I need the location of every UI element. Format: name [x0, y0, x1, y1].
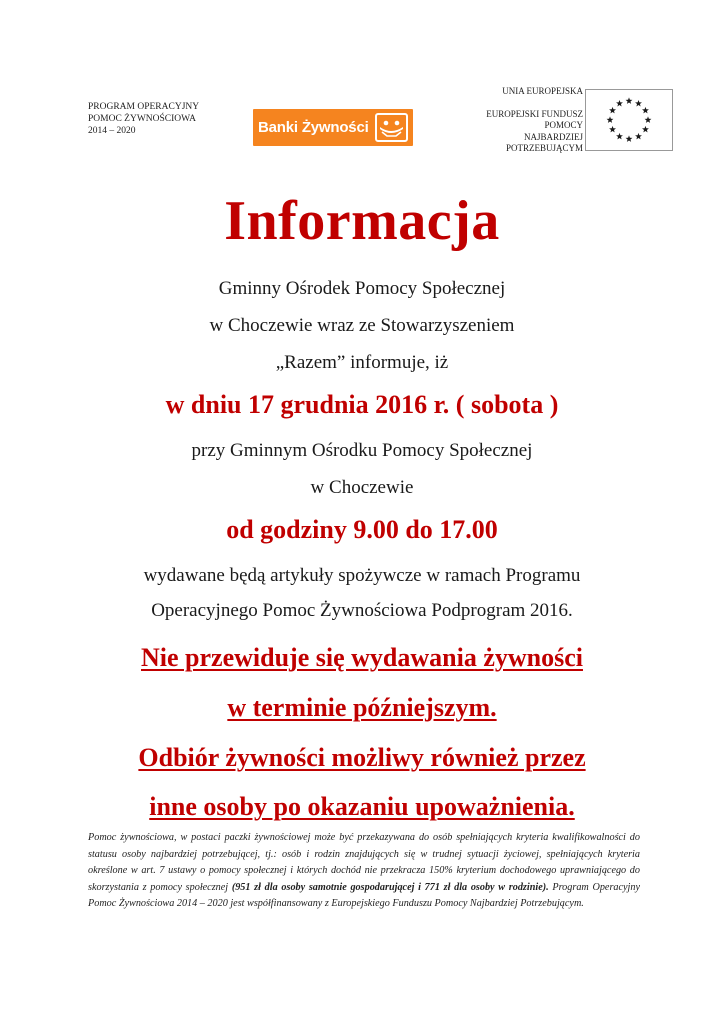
logo-text: Banki Żywności — [258, 119, 369, 136]
program-header — [88, 101, 199, 137]
warning-text: inne osoby po okazaniu upoważnienia. — [149, 792, 575, 821]
eu-star-icon — [635, 133, 642, 140]
banki-zywnosci-logo — [253, 109, 413, 146]
footnote-text: Program Operacyjny Pomoc Żywnościowa 2014 – 2020 jest współfinansowany z Europejskiego Funduszu Pomocy Najbardziej Potrzebującym. — [88, 881, 640, 909]
food-bank-emblem-icon — [375, 113, 408, 142]
eu-star-icon — [616, 100, 623, 107]
warning-line — [0, 643, 724, 673]
body-line: „Razem” informuje, iż — [275, 352, 449, 373]
eu-title: UNIA EUROPEJSKA — [502, 86, 583, 96]
warning-text: Odbiór żywności możliwy również przez — [138, 743, 586, 772]
body-line: Operacyjnego Pomoc Żywnościowa Podprogram 2016. — [151, 600, 573, 621]
body-line: wydawane będą artykuły spożywcze w ramach Programu — [143, 565, 581, 586]
eu-star-icon — [626, 135, 633, 142]
eu-star-icon — [616, 133, 623, 140]
warning-text: w terminie późniejszym. — [227, 693, 497, 722]
eu-fund-line: NAJBARDZIEJ — [523, 131, 583, 142]
warning-line — [0, 743, 724, 773]
body-line: w Choczewie wraz ze Stowarzyszeniem — [209, 315, 515, 336]
footnote — [88, 830, 640, 913]
eu-fund-line: POTRZEBUJĄCYM — [505, 143, 583, 153]
eu-star-icon — [609, 107, 616, 114]
page-title: Informacja — [224, 190, 500, 252]
eu-star-icon — [642, 107, 649, 114]
eu-star-icon — [635, 100, 642, 107]
warning-text: Nie przewiduje się wydawania żywności — [141, 643, 583, 672]
footnote-bold-text: (951 zł dla osoby samotnie gospodarującej i 771 zł dla osoby w rodzinie). — [231, 881, 549, 893]
program-line: PROGRAM OPERACYJNY — [88, 102, 200, 112]
eu-star-icon — [642, 126, 649, 133]
eu-star-icon — [645, 116, 652, 123]
eu-fund-header — [486, 86, 583, 155]
eu-star-icon — [626, 97, 633, 104]
footnote-text: Pomoc żywnościowa, w postaci paczki żywnościowej może być przekazywana do osób spełniających kryteria kwalifikowalności do statusu osoby najbardziej potrzebującej, tj.: osób i rodzin znajdujących się w trudnej sytuacji życiowej, spełniających kryteria określone w art. 7 ustawy o pomocy społecznej i których dochód nie przekracza 150% kryterium dochodowego uprawniającego do skorzystania z pomocy społecznej — [88, 832, 640, 893]
program-line: POMOC ŻYWNOŚCIOWA — [88, 114, 196, 124]
eu-stars-icon — [586, 90, 672, 150]
program-line: 2014 – 2020 — [88, 126, 136, 136]
eu-fund-line: EUROPEJSKI FUNDUSZ — [486, 108, 583, 119]
hands-bowl-icon — [377, 115, 406, 140]
event-hours: od godziny 9.00 do 17.00 — [226, 515, 498, 544]
body-line: w Choczewie — [310, 477, 414, 498]
warning-line — [0, 693, 724, 723]
eu-flag-icon — [585, 89, 673, 151]
eu-star-icon — [607, 116, 614, 123]
event-date: w dniu 17 grudnia 2016 r. ( sobota ) — [165, 390, 559, 419]
eu-star-icon — [609, 126, 616, 133]
warning-line — [0, 792, 724, 822]
body-line: Gminny Ośrodek Pomocy Społecznej — [218, 278, 506, 299]
body-line: przy Gminnym Ośrodku Pomocy Społecznej — [191, 440, 533, 461]
eu-fund-line: POMOCY — [544, 120, 583, 130]
